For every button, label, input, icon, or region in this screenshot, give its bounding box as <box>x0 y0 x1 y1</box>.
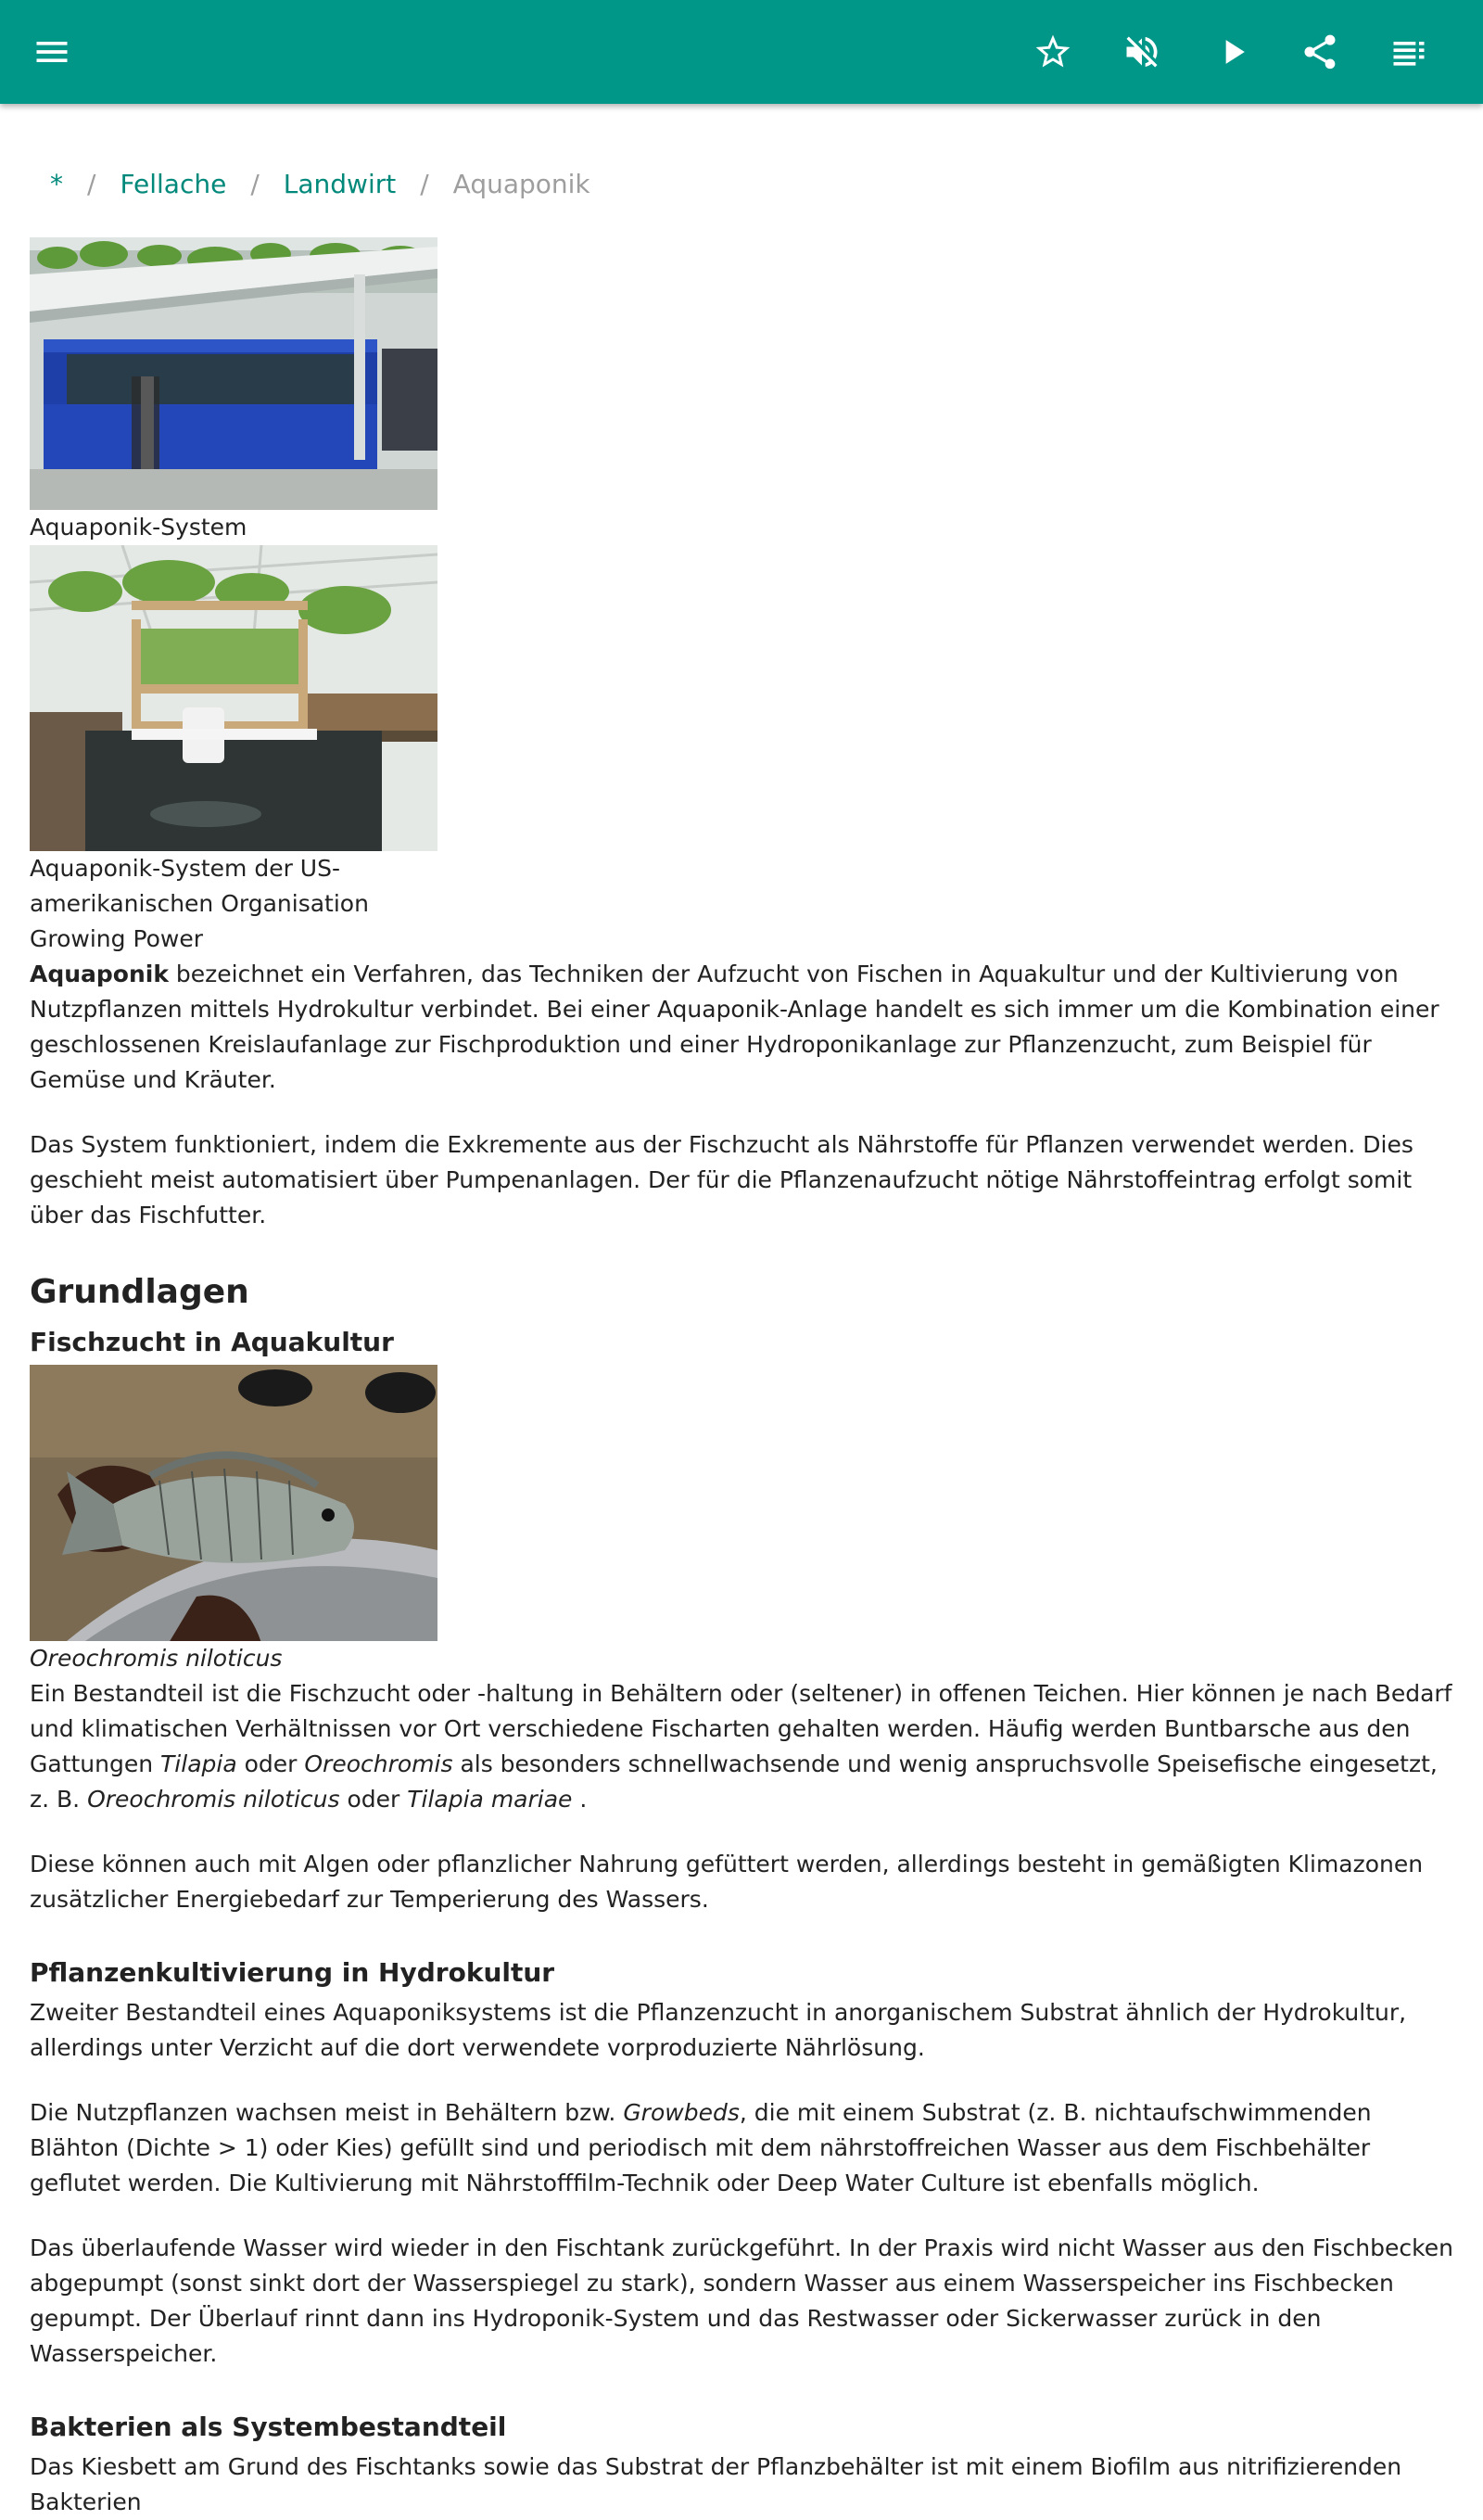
species-name: Tilapia <box>160 1750 237 1777</box>
text-run: oder <box>236 1750 305 1777</box>
breadcrumb-separator: / <box>420 168 429 199</box>
playlist-icon <box>1388 32 1429 72</box>
text-run: oder <box>339 1786 408 1813</box>
growing-power-image[interactable] <box>30 545 437 851</box>
figure-growing-power <box>30 545 437 957</box>
figure-caption <box>30 1641 437 1676</box>
text-run: . <box>572 1786 588 1813</box>
breadcrumb-separator: / <box>250 168 260 199</box>
pflanzen-paragraph-3: Das überlaufende Wasser wird wieder in den Fischtank zurückgeführt. In der Praxis wird nicht Wasser aus den Fischbecken abgepumpt (sonst sinkt dort der Wasserspiegel zu stark), sondern Wasser aus einem Wasserspeicher ins Fischbecken gepumpt. Der Überlauf rinnt dann ins Hydroponik-System und das Restwasser oder Sickerwasser zurück in den Wasserspeicher. <box>30 2234 1453 2367</box>
section-heading-grundlagen: Grundlagen <box>30 1273 249 1311</box>
mute-button[interactable] <box>1114 24 1170 80</box>
figure-aquaponik-system <box>30 237 437 545</box>
intro-text: bezeichnet ein Verfahren, das Techniken der Aufzucht von Fischen in Aquakultur und der Kultivierung von Nutzpflanzen mittels Hydrokultur verbindet. Bei einer Aquaponik-Anlage handelt es sich immer um die Kombination einer geschlossenen Kreislaufanlage zur Fischproduktion und einer Hydroponikanlage zur Pflanzenzucht, zum Beispiel für Gemüse und Kräuter. <box>30 961 1439 1093</box>
pflanzen-paragraph-2 <box>30 2095 1453 2201</box>
menu-icon <box>32 32 72 72</box>
text-run: Ein Bestandteil ist die Fischzucht oder -haltung in Behältern oder (seltener) in offenen Teichen. Hier können je nach Bedarf und klimatischen Verhältnissen vor Ort verschiedene Fischarten gehalten werden. Häufig werden Buntbarsche aus den Gattungen <box>30 1680 1452 1777</box>
oreochromis-image[interactable] <box>30 1365 437 1641</box>
figure-oreochromis <box>30 1365 437 1676</box>
term-growbeds: Growbeds <box>623 2099 740 2126</box>
breadcrumb-link-fellache[interactable]: Fellache <box>120 168 227 199</box>
intro-paragraph-2: Das System funktioniert, indem die Exkremente aus der Fischzucht als Nährstoffe für Pflanzen verwendet werden. Dies geschieht meist automatisiert über Pumpenanlagen. Der für die Pflanzenaufzucht nötige Nährstoffeintrag erfolgt somit über das Fischfutter. <box>30 1131 1413 1228</box>
species-name: Oreochromis niloticus <box>87 1786 340 1813</box>
subsection-heading-bakterien: Bakterien als Systembestandteil <box>30 2412 507 2442</box>
playlist-button[interactable] <box>1381 24 1437 80</box>
bakterien-paragraph-1: Das Kiesbett am Grund des Fischtanks sowie das Substrat der Pflanzbehälter ist mit einem Biofilm aus nitrifizierenden Bakterien <box>30 2453 1402 2515</box>
figure-caption: Aquaponik-System der US-amerikanischen Organisation Growing Power <box>30 855 369 952</box>
species-name: Tilapia mariae <box>407 1786 573 1813</box>
intro-term: Aquaponik <box>30 961 169 987</box>
star-icon <box>1033 32 1073 72</box>
intro-paragraph <box>30 957 1453 1098</box>
menu-button[interactable] <box>24 24 80 80</box>
figure-caption: Aquaponik-System <box>30 514 247 541</box>
favorite-button[interactable] <box>1025 24 1081 80</box>
breadcrumb <box>50 165 590 202</box>
breadcrumb-separator: / <box>87 168 96 199</box>
share-icon <box>1299 32 1340 72</box>
breadcrumb-link-landwirt[interactable]: Landwirt <box>283 168 397 199</box>
text-run: , die mit einem Substrat (z. B. nichtaufschwimmenden Blähton (Dichte > 1) oder Kies) gefüllt sind und periodisch mit dem nährstoffreichen Wasser aus dem Fischbehälter geflutet werden. Die Kultivierung mit Nährstofffilm-Technik oder Deep Water Culture ist ebenfalls möglich. <box>30 2099 1372 2196</box>
volume-off-icon <box>1122 32 1162 72</box>
play-icon <box>1212 32 1253 72</box>
fischzucht-paragraph-1 <box>30 1676 1453 1817</box>
play-button[interactable] <box>1205 24 1261 80</box>
species-name: Oreochromis <box>304 1750 453 1777</box>
subsection-heading-fischzucht: Fischzucht in Aquakultur <box>30 1327 394 1357</box>
pflanzen-paragraph-1: Zweiter Bestandteil eines Aquaponiksystems ist die Pflanzenzucht in anorganischem Substrat ähnlich der Hydrokultur, allerdings unter Verzicht auf die dort verwendete vorproduzierte Nährlösung. <box>30 1999 1407 2061</box>
article <box>30 237 1453 2520</box>
text-run: als besonders schnellwachsende und wenig anspruchsvolle Speisefische eingesetzt, z. B. <box>30 1750 1438 1813</box>
breadcrumb-home-link[interactable]: * <box>50 168 63 199</box>
figure-caption-species: Oreochromis niloticus <box>30 1645 283 1672</box>
subsection-heading-pflanzen: Pflanzenkultivierung in Hydrokultur <box>30 1957 555 1988</box>
aquaponik-system-image[interactable] <box>30 237 437 510</box>
app-bar <box>0 0 1483 104</box>
breadcrumb-current: Aquaponik <box>452 168 590 199</box>
fischzucht-paragraph-2: Diese können auch mit Algen oder pflanzlicher Nahrung gefüttert werden, allerdings besteht in gemäßigten Klimazonen zusätzlicher Energiebedarf zur Temperierung des Wassers. <box>30 1851 1424 1913</box>
text-run: Die Nutzpflanzen wachsen meist in Behältern bzw. <box>30 2099 624 2126</box>
share-button[interactable] <box>1292 24 1348 80</box>
